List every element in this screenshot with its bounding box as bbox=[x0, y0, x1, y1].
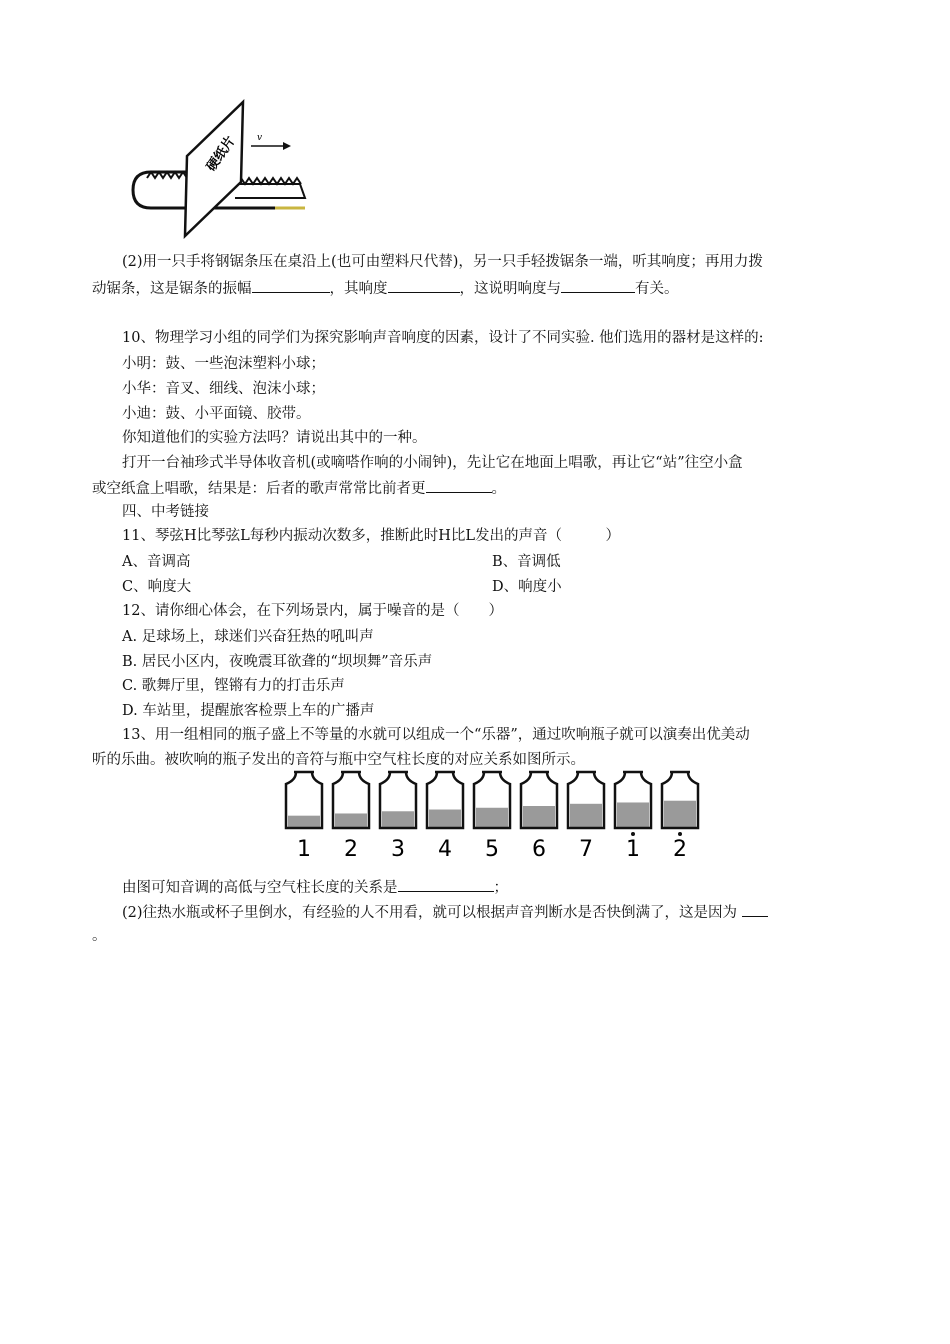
q10-intro: 10、物理学习小组的同学们为探究影响声音响度的因素，设计了不同实验. 他们选用的器材是这样的: bbox=[122, 330, 764, 346]
bottles-figure bbox=[282, 770, 702, 862]
q9-loudness-blank[interactable] bbox=[388, 278, 460, 293]
bottle-1 bbox=[286, 772, 322, 862]
q12-stem: 12、请你细心体会，在下列场景内，属于噪音的是（ ） bbox=[122, 603, 503, 619]
q10-radio-text-b: 。 bbox=[491, 481, 506, 497]
bottle-5 bbox=[474, 772, 510, 862]
q9-2-text-d: 有关。 bbox=[635, 281, 679, 297]
bottle-label-7: 7 bbox=[579, 837, 593, 862]
q13-relation-blank[interactable] bbox=[398, 877, 494, 892]
q13-line2: 听的乐曲。被吹响的瓶子发出的音符与瓶中空气柱长度的对应关系如图所示。 bbox=[92, 752, 585, 768]
q13-part2 bbox=[122, 902, 768, 923]
bottle-3 bbox=[380, 772, 416, 862]
bottle-water-1 bbox=[288, 816, 320, 828]
bottle-label-5: 5 bbox=[485, 837, 499, 862]
bottle-2 bbox=[333, 772, 369, 862]
q9-2-line2 bbox=[92, 278, 679, 299]
arrow-label: v bbox=[257, 133, 263, 143]
q9-relation-blank[interactable] bbox=[561, 278, 635, 293]
bottle-label-9: 2 bbox=[673, 837, 687, 862]
card-label: 硬纸片 bbox=[203, 133, 239, 175]
bottle-water-6 bbox=[523, 806, 555, 828]
q12-option-b[interactable]: B. 居民小区内，夜晚震耳欲聋的“坝坝舞”音乐声 bbox=[122, 654, 433, 670]
q10-radio-line2 bbox=[92, 478, 506, 499]
bottle-water-4 bbox=[429, 810, 461, 828]
q13-part2-end: 。 bbox=[92, 928, 107, 944]
bottle-water-3 bbox=[382, 811, 414, 828]
q13-reason-blank[interactable] bbox=[742, 902, 768, 917]
q13-conclusion bbox=[122, 877, 508, 898]
bottle-label-6: 6 bbox=[532, 837, 546, 862]
q12-option-d[interactable]: D. 车站里，提醒旅客检票上车的广播声 bbox=[122, 703, 375, 719]
q13-conclusion-text: 由图可知音调的高低与空气柱长度的关系是 bbox=[122, 880, 398, 896]
q10-radio-line1: 打开一台袖珍式半导体收音机(或嘀嗒作响的小闹钟)，先让它在地面上唱歌，再让它“站”往空小盒 bbox=[122, 455, 743, 471]
q9-2-text-c: ，这说明响度与 bbox=[459, 281, 561, 297]
q9-2-text-b: ，其响度 bbox=[329, 281, 388, 297]
q11-option-c[interactable]: C、响度大 bbox=[122, 579, 192, 595]
q10-xiaohua: 小华：音叉、细线、泡沫小球； bbox=[122, 381, 325, 397]
saw-blade-right bbox=[235, 184, 305, 198]
saw-blade-card-figure bbox=[125, 98, 325, 240]
q11-stem: 11、琴弦H比琴弦L每秒内振动次数多，推断此时H比L发出的声音（ ） bbox=[122, 528, 620, 544]
bottle-7 bbox=[568, 772, 604, 862]
q10-answer-blank[interactable] bbox=[426, 478, 492, 493]
bottle-label-4: 4 bbox=[438, 837, 452, 862]
bottle-water-9 bbox=[664, 801, 696, 828]
q10-radio-text-a: 或空纸盒上唱歌，结果是：后者的歌声常常比前者更 bbox=[92, 481, 426, 497]
q11-option-d[interactable]: D、响度小 bbox=[492, 579, 562, 595]
q12-option-a[interactable]: A. 足球场上，球迷们兴奋狂热的吼叫声 bbox=[122, 629, 374, 645]
bottle-water-5 bbox=[476, 808, 508, 828]
bottle-water-8 bbox=[617, 802, 649, 828]
q9-2-text-a: 动锯条，这是锯条的振幅 bbox=[92, 281, 252, 297]
high-octave-dot-9 bbox=[678, 832, 682, 836]
high-octave-dot-8 bbox=[631, 832, 635, 836]
bottle-label-2: 2 bbox=[344, 837, 358, 862]
q9-amplitude-blank[interactable] bbox=[252, 278, 330, 293]
q11-options-row1 bbox=[122, 552, 561, 572]
section-heading: 四、中考链接 bbox=[122, 504, 209, 520]
q11-option-a[interactable]: A、音调高 bbox=[122, 554, 191, 570]
q13-line1: 13、用一组相同的瓶子盛上不等量的水就可以组成一个“乐器”，通过吹响瓶子就可以演奏出优美动 bbox=[122, 727, 750, 743]
bottle-water-2 bbox=[335, 813, 367, 828]
q9-2-line1: (2)用一只手将钢锯条压在桌沿上(也可由塑料尺代替)，另一只手轻拨锯条一端，听其响度；再用力拨 bbox=[122, 254, 763, 270]
bottle-9 bbox=[662, 772, 698, 862]
bottle-label-8: 1 bbox=[626, 837, 640, 862]
bottle-water-7 bbox=[570, 804, 602, 828]
bottle-label-3: 3 bbox=[391, 837, 405, 862]
bottle-label-1: 1 bbox=[297, 837, 311, 862]
bottle-8 bbox=[615, 772, 651, 862]
q13-part2-text: (2)往热水瓶或杯子里倒水，有经验的人不用看，就可以根据声音判断水是否快倒满了，这是因为 bbox=[122, 905, 738, 921]
q13-conclusion-end: ； bbox=[493, 880, 508, 896]
q10-xiaodi: 小迪：鼓、小平面镜、胶带。 bbox=[122, 406, 311, 422]
q12-option-c[interactable]: C. 歌舞厅里，铿锵有力的打击乐声 bbox=[122, 678, 345, 694]
q10-question: 你知道他们的实验方法吗？请说出其中的一种。 bbox=[122, 430, 427, 446]
q11-option-b[interactable]: B、音调低 bbox=[492, 554, 561, 570]
q10-xiaoming: 小明：鼓、一些泡沫塑料小球； bbox=[122, 356, 325, 372]
bottle-6 bbox=[521, 772, 557, 862]
saw-teeth-right bbox=[237, 178, 301, 184]
q11-options-row2 bbox=[122, 577, 562, 597]
bottle-4 bbox=[427, 772, 463, 862]
